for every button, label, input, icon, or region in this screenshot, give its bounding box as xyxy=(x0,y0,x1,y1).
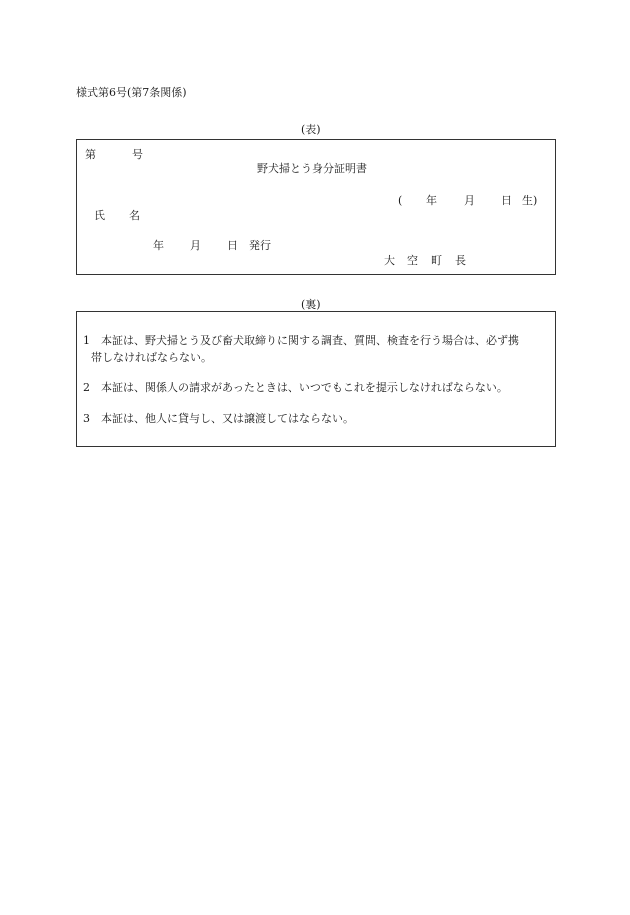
clause-1-number: 1 xyxy=(83,334,90,347)
certificate-number-prefix: 第 xyxy=(85,148,96,161)
birth-year-label: 年 xyxy=(426,194,437,207)
issue-year-label: 年 xyxy=(153,239,164,252)
front-certificate-box xyxy=(76,139,556,275)
issue-day-label: 日 xyxy=(227,239,238,252)
back-section-label: (裏) xyxy=(301,298,321,311)
clause-3 xyxy=(83,410,549,427)
form-number: 様式第6号(第7条関係) xyxy=(76,86,187,99)
clause-2-number: 2 xyxy=(83,381,90,394)
birth-day-label: 日 xyxy=(501,194,512,207)
clause-3-number: 3 xyxy=(83,412,90,425)
issue-label: 発行 xyxy=(249,239,271,252)
birth-open-paren: ( xyxy=(398,194,403,207)
name-label-first: 氏 xyxy=(94,209,105,222)
clause-1 xyxy=(83,332,549,366)
birth-month-label: 月 xyxy=(464,194,475,207)
issuer-char-3: 町 xyxy=(431,254,442,267)
issuer-char-4: 長 xyxy=(455,254,466,267)
clause-2 xyxy=(83,379,549,396)
issuer-char-1: 大 xyxy=(384,254,395,267)
birth-close-label: 生) xyxy=(522,194,538,207)
front-section-label: (表) xyxy=(301,123,321,136)
clause-2-line1: 本証は、関係人の請求があったときは、いつでもこれを提示しなければならない。 xyxy=(101,381,508,394)
clause-1-line1: 本証は、野犬掃とう及び畜犬取締りに関する調査、質問、検査を行う場合は、必ず携 xyxy=(101,334,519,347)
back-certificate-box xyxy=(76,311,556,447)
clause-3-line1: 本証は、他人に貸与し、又は譲渡してはならない。 xyxy=(101,412,354,425)
certificate-title: 野犬掃とう身分証明書 xyxy=(257,162,367,175)
name-label-second: 名 xyxy=(129,209,140,222)
clause-1-line2: 帯しなければならない。 xyxy=(91,351,212,364)
issue-month-label: 月 xyxy=(190,239,201,252)
issuer-char-2: 空 xyxy=(407,254,418,267)
certificate-number-suffix: 号 xyxy=(132,148,143,161)
